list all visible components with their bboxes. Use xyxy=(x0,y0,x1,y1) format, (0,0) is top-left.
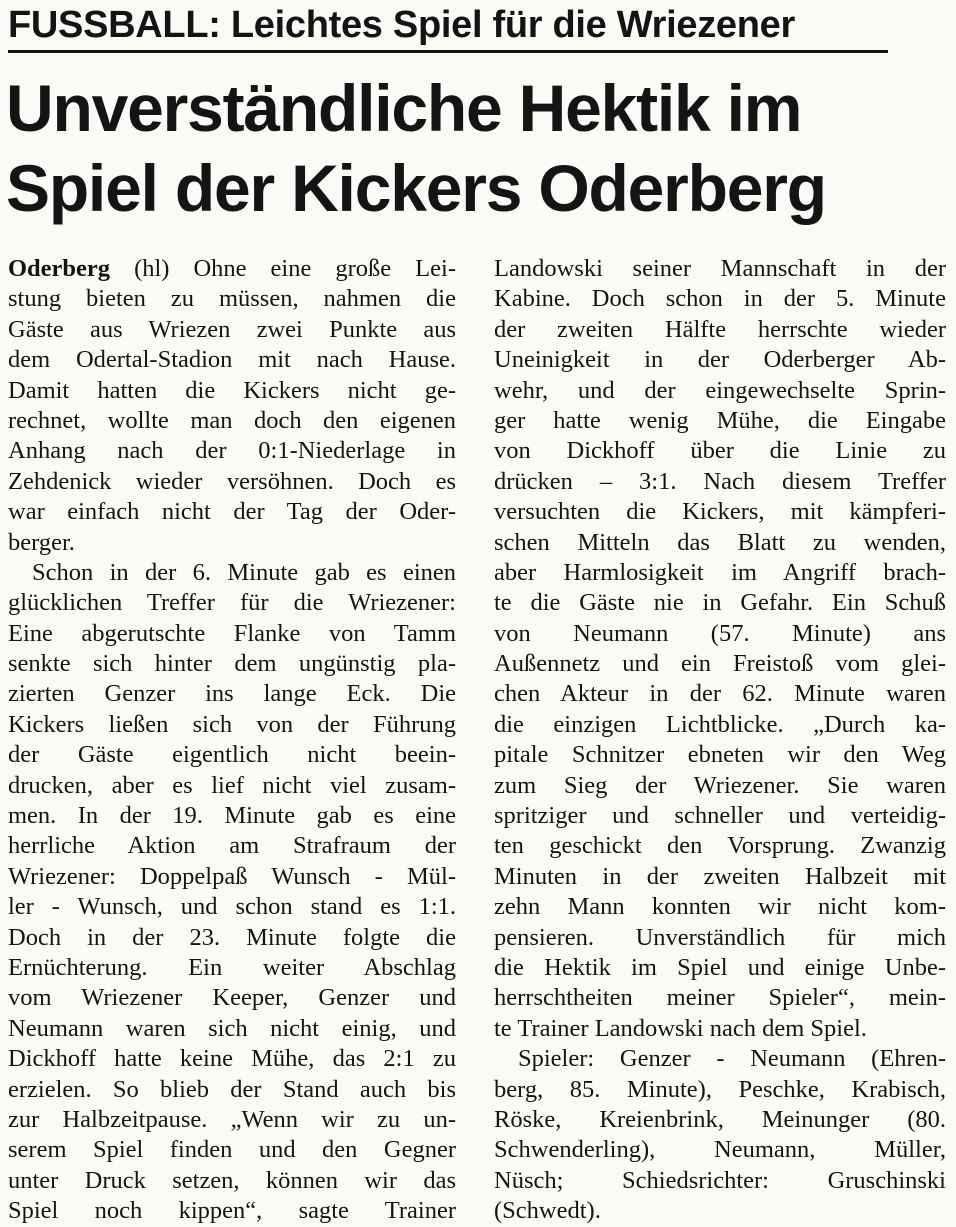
article-line: Neumann waren sich nicht einig, und xyxy=(8,1014,456,1042)
article-line: Eine abgerutschte Flanke von Tamm xyxy=(8,619,456,647)
article-line: aber Harmlosigkeit im Angriff brach- xyxy=(494,558,946,586)
article-line: herrliche Aktion am Strafraum der xyxy=(8,832,456,860)
article-column-left xyxy=(8,254,456,1227)
article-line: Landowski seiner Mannschaft in der xyxy=(494,255,946,282)
article-line: Spiel noch kippen“, sagte Trainer xyxy=(8,1197,456,1225)
article-line: Anhang nach der 0:1-Niederlage in xyxy=(8,437,456,465)
article-line: erzielen. So blieb der Stand auch bis xyxy=(8,1075,456,1103)
article-line: te Trainer Landowski nach dem Spiel. xyxy=(494,1014,867,1042)
article-line: Zehdenick wieder versöhnen. Doch es xyxy=(8,467,456,495)
article-line: Ernüchterung. Ein weiter Abschlag xyxy=(8,953,456,981)
article-line: berger. xyxy=(8,528,75,556)
article-line: Schon in der 6. Minute gab es einen xyxy=(32,558,456,586)
article-line: te die Gäste nie in Gefahr. Ein Schuß xyxy=(494,589,946,617)
article-line: der zweiten Hälfte herrschte wieder xyxy=(494,315,946,343)
article-line: chen Akteur in der 62. Minute waren xyxy=(494,680,946,708)
headline xyxy=(6,68,946,228)
dateline: Oderberg xyxy=(8,255,111,282)
headline-line-1: Unverständliche Hektik im xyxy=(6,71,802,145)
article-line: Gäste aus Wriezen zwei Punkte aus xyxy=(8,315,456,343)
article-line: serem Spiel finden und den Gegner xyxy=(8,1136,456,1164)
article-line: Wriezener: Doppelpaß Wunsch - Mül- xyxy=(8,862,456,890)
article-line: von Neumann (57. Minute) ans xyxy=(494,619,946,647)
article-line: unter Druck setzen, können wir das xyxy=(8,1166,456,1194)
article-line: ger hatte wenig Mühe, die Eingabe xyxy=(494,406,946,434)
article-line: Röske, Kreienbrink, Meinunger (80. xyxy=(494,1105,946,1133)
article-line: Damit hatten die Kickers nicht ge- xyxy=(8,376,456,404)
article-column-right xyxy=(494,254,946,1227)
article-line: von Dickhoff über die Linie zu xyxy=(494,437,946,465)
article-line: men. In der 19. Minute gab es eine xyxy=(8,802,456,830)
article-line: Nüsch; Schiedsrichter: Gruschinski xyxy=(494,1166,946,1194)
article-line: (Schwedt). xyxy=(494,1197,601,1225)
article-line: die einzigen Lichtblicke. „Durch ka- xyxy=(494,710,946,738)
article-line: rechnet, wollte man doch den eigenen xyxy=(8,406,456,434)
article-line: war einfach nicht der Tag der Oder- xyxy=(8,498,456,526)
article-line: zierten Genzer ins lange Eck. Die xyxy=(8,680,456,708)
article-line: Spieler: Genzer - Neumann (Ehren- xyxy=(518,1045,946,1073)
article-line: pensieren. Unverständlich für mich xyxy=(494,923,946,951)
article-line: zum Sieg der Wriezener. Sie waren xyxy=(494,771,946,799)
article-line: drücken – 3:1. Nach diesem Treffer xyxy=(494,467,946,495)
article-line: spritziger und schneller und verteidig- xyxy=(494,802,946,830)
kicker-line: FUSSBALL: Leichtes Spiel für die Wriezener xyxy=(8,0,888,53)
article-line: stung bieten zu müssen, nahmen die xyxy=(8,285,456,313)
article-line: vom Wriezener Keeper, Genzer und xyxy=(8,984,456,1012)
article-line: Kickers ließen sich von der Führung xyxy=(8,710,456,738)
article-line: die Hektik im Spiel und einige Unbe- xyxy=(494,953,946,981)
article-line: Doch in der 23. Minute folgte die xyxy=(8,923,456,951)
article-line: pitale Schnitzer ebneten wir den Weg xyxy=(494,741,946,769)
article-line: Uneinigkeit in der Oderberger Ab- xyxy=(494,346,946,374)
article-line: drucken, aber es lief nicht viel zusam- xyxy=(8,771,456,799)
article-line: Außennetz und ein Freistoß vom glei- xyxy=(494,650,946,678)
article-line: dem Odertal-Stadion mit nach Hause. xyxy=(8,346,456,374)
article-line: zehn Mann konnten wir nicht kom- xyxy=(494,893,946,921)
article-line: versuchten die Kickers, mit kämpferi- xyxy=(494,498,946,526)
article-line: Kabine. Doch schon in der 5. Minute xyxy=(494,285,946,313)
article-line: der Gäste eigentlich nicht beein- xyxy=(8,741,456,769)
article-line: berg, 85. Minute), Peschke, Krabisch, xyxy=(494,1075,946,1103)
article-line: senkte sich hinter dem ungünstig pla- xyxy=(8,650,456,678)
article-line xyxy=(8,254,456,284)
article-line: Minuten in der zweiten Halbzeit mit xyxy=(494,862,946,890)
article-line: glücklichen Treffer für die Wriezener: xyxy=(8,589,456,617)
article-line: zur Halbzeitpause. „Wenn wir zu un- xyxy=(8,1105,456,1133)
article-line: schen Mitteln das Blatt zu wenden, xyxy=(494,528,946,556)
article-line: wehr, und der eingewechselte Sprin- xyxy=(494,376,946,404)
article-line: ler - Wunsch, und schon stand es 1:1. xyxy=(8,893,456,921)
article-text: (hl) Ohne eine große Lei- xyxy=(110,255,456,282)
article-line: Schwenderling), Neumann, Müller, xyxy=(494,1136,946,1164)
headline-line-2: Spiel der Kickers Oderberg xyxy=(6,151,826,225)
article-line: herrschtheiten meiner Spieler“, mein- xyxy=(494,984,946,1012)
article-line: ten geschickt den Vorsprung. Zwanzig xyxy=(494,832,946,860)
article-line: Dickhoff hatte keine Mühe, das 2:1 zu xyxy=(8,1045,456,1073)
